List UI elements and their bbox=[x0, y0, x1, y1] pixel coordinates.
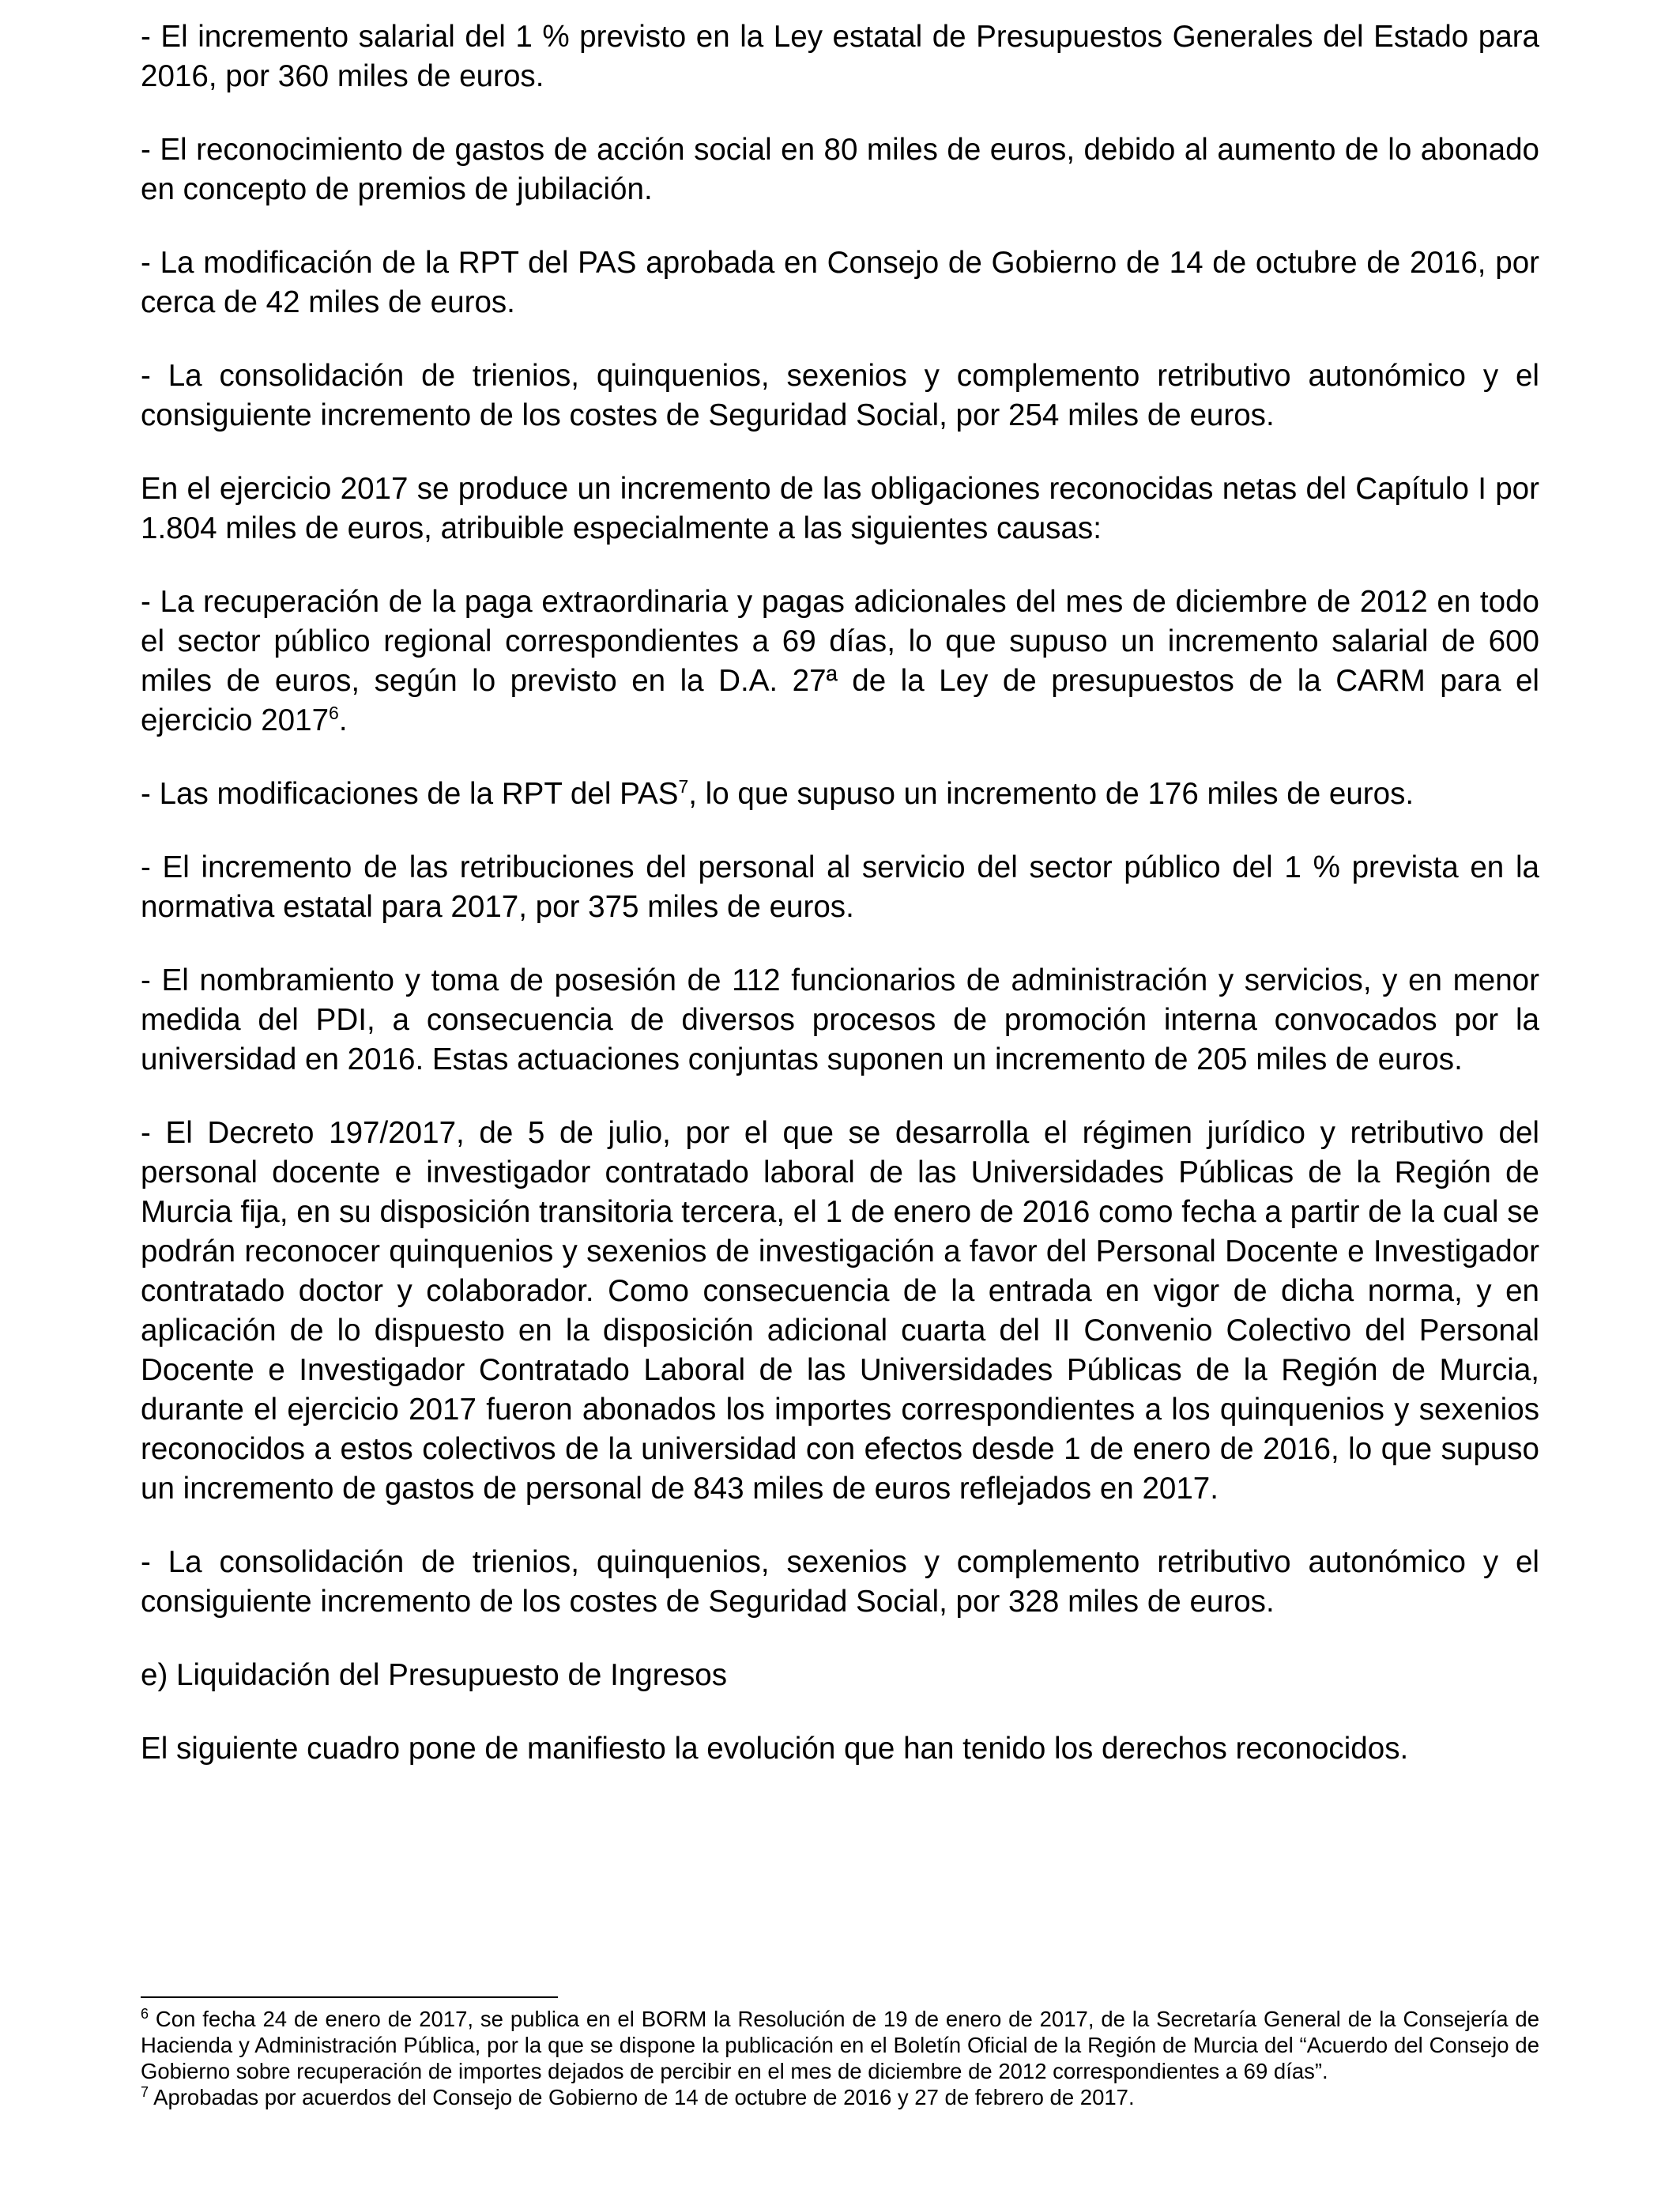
paragraph-text-after: . bbox=[338, 703, 348, 737]
paragraph: - La consolidación de trienios, quinquenios, sexenios y complemento retributivo autonómico y el consiguiente incremento de los costes de Seguridad Social, por 328 miles de euros. bbox=[141, 1545, 1539, 1619]
footnote-separator bbox=[141, 1996, 558, 1998]
footnote bbox=[141, 2084, 1539, 2110]
paragraph: - El incremento salarial del 1 % previsto en la Ley estatal de Presupuestos Generales del Estado para 2016, por 360 miles de euros. bbox=[141, 20, 1539, 93]
footnotes bbox=[141, 1996, 1539, 2110]
paragraph: - El nombramiento y toma de posesión de 112 funcionarios de administración y servicios, y en menor medida del PDI, a consecuencia de diversos procesos de promoción interna convocados por la universidad en 2016. Estas actuaciones conjuntas suponen un incremento de 205 miles de euros. bbox=[141, 963, 1539, 1076]
footnote-ref[interactable]: 7 bbox=[678, 776, 689, 797]
footnote-text: Aprobadas por acuerdos del Consejo de Gobierno de 14 de octubre de 2016 y 27 de febrero de 2017. bbox=[149, 2085, 1135, 2109]
paragraph-text: - Las modificaciones de la RPT del PAS bbox=[141, 777, 679, 811]
paragraph: - El incremento de las retribuciones del personal al servicio del sector público del 1 % prevista en la normativa estatal para 2017, por 375 miles de euros. bbox=[141, 850, 1539, 924]
footnote bbox=[141, 2006, 1539, 2084]
paragraph-text: - La recuperación de la paga extraordinaria y pagas adicionales del mes de diciembre de 2012 en todo el sector público regional correspondientes a 69 días, lo que supuso un incremento salarial de 600 miles de euros, según lo previsto en la D.A. 27ª de la Ley de presupuestos de la CARM para el ejercicio 2017 bbox=[141, 585, 1539, 737]
paragraph: En el ejercicio 2017 se produce un incremento de las obligaciones reconocidas netas del Capítulo I por 1.804 miles de euros, atribuible especialmente a las siguientes causas: bbox=[141, 472, 1539, 545]
paragraph: El siguiente cuadro pone de manifiesto la evolución que han tenido los derechos reconocidos. bbox=[141, 1732, 1409, 1766]
paragraph: - La consolidación de trienios, quinquenios, sexenios y complemento retributivo autonómico y el consiguiente incremento de los costes de Seguridad Social, por 254 miles de euros. bbox=[141, 359, 1539, 432]
footnote-number: 6 bbox=[141, 2005, 149, 2022]
paragraph-text-after: , lo que supuso un incremento de 176 miles de euros. bbox=[688, 777, 1414, 811]
footnote-number: 7 bbox=[141, 2083, 149, 2100]
paragraph bbox=[141, 775, 1539, 814]
footnote-text: Con fecha 24 de enero de 2017, se publica en el BORM la Resolución de 19 de enero de 2017, de la Secretaría General de la Consejería de Hacienda y Administración Pública, por la que se dispone la publicación en el Boletín Oficial de la Región de Murcia del “Acuerdo del Consejo de Gobierno sobre recuperación de importes dejados de percibir en el mes de diciembre de 2012 correspondientes a 69 días”. bbox=[141, 2007, 1539, 2083]
footnote-ref[interactable]: 6 bbox=[329, 703, 339, 724]
paragraph: - La modificación de la RPT del PAS aprobada en Consejo de Gobierno de 14 de octubre de 2016, por cerca de 42 miles de euros. bbox=[141, 246, 1539, 319]
paragraph: - El reconocimiento de gastos de acción social en 80 miles de euros, debido al aumento de lo abonado en concepto de premios de jubilación. bbox=[141, 133, 1539, 206]
paragraph bbox=[141, 582, 1539, 741]
paragraph: - El Decreto 197/2017, de 5 de julio, por el que se desarrolla el régimen jurídico y retributivo del personal docente e investigador contratado laboral de las Universidades Públicas de la Región de Murcia fija, en su disposición transitoria tercera, el 1 de enero de 2016 como fecha a partir de la cual se podrán reconocer quinquenios y sexenios de investigación a favor del Personal Docente e Investigador contratado doctor y colaborador. Como consecuencia de la entrada en vigor de dicha norma, y en aplicación de lo dispuesto en la disposición adicional cuarta del II Convenio Colectivo del Personal Docente e Investigador Contratado Laboral de las Universidades Públicas de la Región de Murcia, durante el ejercicio 2017 fueron abonados los importes correspondientes a los quinquenios y sexenios reconocidos a estos colectivos de la universidad con efectos desde 1 de enero de 2016, lo que supuso un incremento de gastos de personal de 843 miles de euros reflejados en 2017. bbox=[141, 1116, 1539, 1506]
document-body bbox=[141, 17, 1539, 1769]
section-heading: e) Liquidación del Presupuesto de Ingresos bbox=[141, 1658, 728, 1692]
